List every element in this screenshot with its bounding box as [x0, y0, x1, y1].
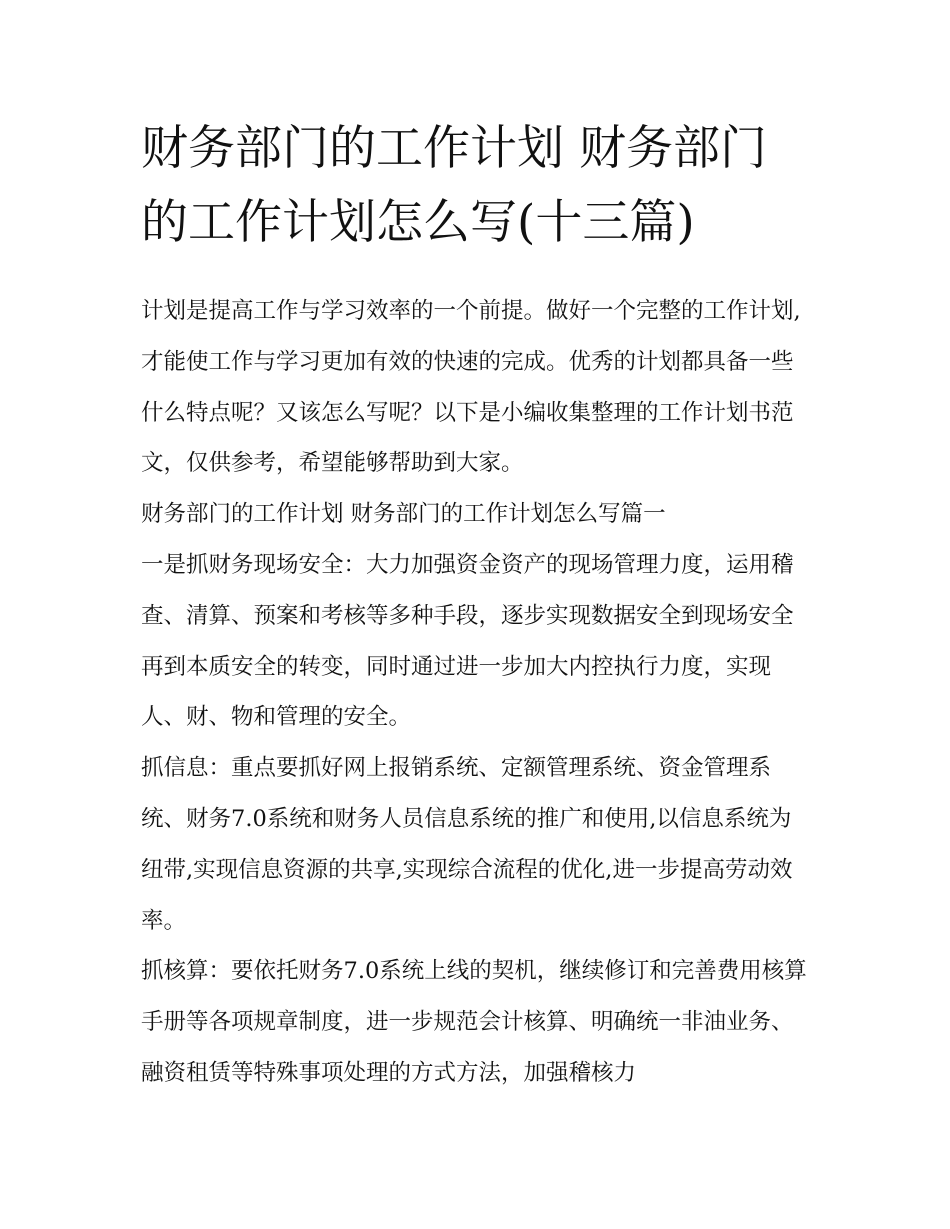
intro-paragraph: 计划是提高工作与学习效率的一个前提。做好一个完整的工作计划,才能使工作与学习更加有效的快速的完成。优秀的计划都具备一些什么特点呢？又该怎么写呢？以下是小编收集整理的工作计划书范文，仅供参考，希望能够帮助到大家。 [141, 298, 801, 477]
information-paragraph: 抓信息：重点要抓好网上报销系统、定额管理系统、资金管理系统、财务7.0系统和财务人员信息系统的推广和使用,以信息系统为纽带,实现信息资源的共享,实现综合流程的优化,进一步提高劳动效率。 [141, 755, 793, 934]
accounting-paragraph: 抓核算：要依托财务7.0系统上线的契机，继续修订和完善费用核算手册等各项规章制度，进一步规范会计核算、明确统一非油业务、融资租赁等特殊事项处理的方式方法，加强稽核力 [141, 958, 807, 1086]
document-title: 财务部门的工作计划 财务部门的工作计划怎么写(十三篇) [141, 121, 767, 250]
document-body [141, 286, 813, 1099]
section-heading: 财务部门的工作计划 财务部门的工作计划怎么写篇一 [141, 501, 666, 528]
safety-paragraph: 一是抓财务现场安全：大力加强资金资产的现场管理力度，运用稽查、清算、预案和考核等多种手段，逐步实现数据安全到现场安全再到本质安全的转变，同时通过进一步加大内控执行力度，实现人、财、物和管理的安全。 [141, 551, 794, 731]
document-page [141, 112, 813, 1099]
